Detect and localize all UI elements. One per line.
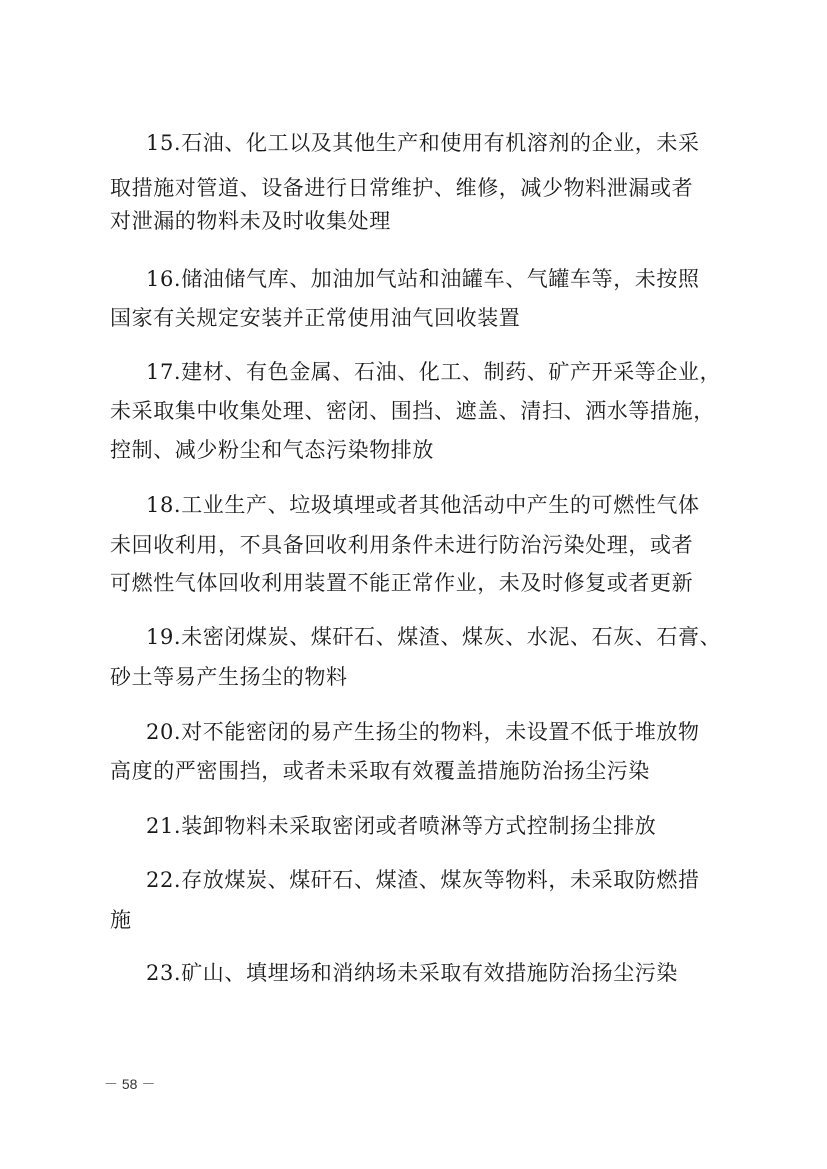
item-20-line-2: 高度的严密围挡，或者未采取有效覆盖措施防治扬尘污染 <box>110 759 650 783</box>
item-18-line-1: 18.工业生产、垃圾填埋或者其他活动中产生的可燃性气体 <box>146 493 700 517</box>
item-19-line-1: 19.未密闭煤炭、煤矸石、煤渣、煤灰、水泥、石灰、石膏、 <box>146 625 722 649</box>
item-17-line-2: 未采取集中收集处理、密闭、围挡、遮盖、清扫、洒水等措施， <box>110 399 715 423</box>
item-21-line-1: 21.装卸物料未采取密闭或者喷淋等方式控制扬尘排放 <box>146 814 657 838</box>
item-22-line-2: 施 <box>110 908 132 932</box>
item-23-line-1: 23.矿山、填埋场和消纳场未采取有效措施防治扬尘污染 <box>146 961 678 985</box>
item-20-line-1: 20.对不能密闭的易产生扬尘的物料，未设置不低于堆放物 <box>146 720 700 744</box>
item-22-line-1: 22.存放煤炭、煤矸石、煤渣、煤灰等物料，未采取防燃措 <box>146 868 700 892</box>
item-15-line-3: 对泄漏的物料未及时收集处理 <box>110 209 391 233</box>
item-16-line-2: 国家有关规定安装并正常使用油气回收装置 <box>110 306 521 330</box>
item-15-line-2: 取措施对管道、设备进行日常维护、维修，减少物料泄漏或者 <box>110 176 694 200</box>
item-19-line-2: 砂土等易产生扬尘的物料 <box>110 665 348 689</box>
item-18-line-2: 未回收利用，不具备回收利用条件未进行防治污染处理，或者 <box>110 533 694 557</box>
item-17-line-1: 17.建材、有色金属、石油、化工、制药、矿产开采等企业， <box>146 360 722 384</box>
item-17-line-3: 控制、减少粉尘和气态污染物排放 <box>110 438 434 462</box>
item-18-line-3: 可燃性气体回收利用装置不能正常作业，未及时修复或者更新 <box>110 571 694 595</box>
page-number: － 58 － <box>104 1076 156 1092</box>
item-15-line-1: 15.石油、化工以及其他生产和使用有机溶剂的企业，未采 <box>146 131 700 155</box>
item-16-line-1: 16.储油储气库、加油加气站和油罐车、气罐车等，未按照 <box>146 267 700 291</box>
